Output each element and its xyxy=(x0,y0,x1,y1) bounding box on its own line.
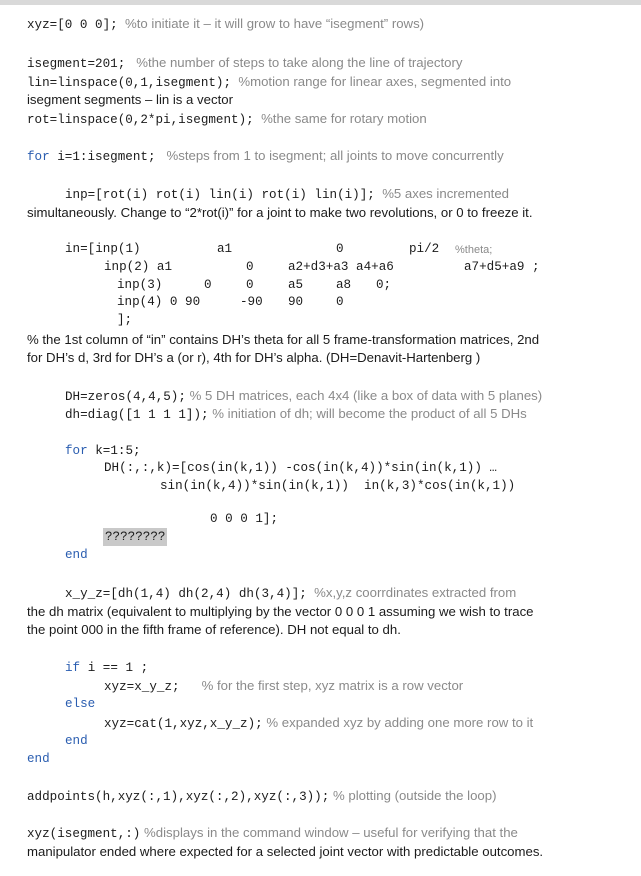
matrix-cell: pi/2 xyxy=(409,242,440,256)
code: lin=linspace(0,1,isegment); xyxy=(27,76,232,90)
matrix-row2-start: inp(2) a1 xyxy=(104,260,173,274)
comment: %steps from 1 to isegment; all joints to move concurrently xyxy=(166,148,504,163)
keyword-end: end xyxy=(65,548,88,562)
code-line-xyz-display xyxy=(27,824,518,843)
comment: %to initiate it – it will grow to have “isegment” rows) xyxy=(125,16,425,31)
comment: %x,y,z coorrdinates extracted from xyxy=(314,585,517,600)
text-line: the dh matrix (equivalent to multiplying by the vector 0 0 0 1 assuming we wish to trace xyxy=(27,604,534,619)
keyword-end: end xyxy=(65,734,88,748)
code-line-addpoints xyxy=(27,787,496,806)
text-line: simultaneously. Change to “2*rot(i)” for a joint to make two revolutions, or 0 to freeze it. xyxy=(27,205,533,220)
matrix-comment: %theta; xyxy=(455,244,493,256)
matrix-row4-start: inp(4) 0 90 xyxy=(117,295,201,309)
code-line-xyz-cat xyxy=(104,714,533,733)
matrix-end: ]; xyxy=(117,313,133,327)
text-line: for DH’s d, 3rd for DH’s a (or r), 4th for DH’s alpha. (DH=Denavit-Hartenberg ) xyxy=(27,350,481,365)
matrix-cell: 0 xyxy=(336,242,344,256)
matrix-cell: a1 xyxy=(217,242,233,256)
matrix-cell: a2+d3+a3 a4+a6 xyxy=(288,260,394,274)
code: i == 1 ; xyxy=(87,661,149,675)
text-line: manipulator ended where expected for a selected joint vector with predictable outcomes. xyxy=(27,844,544,859)
matrix-row3-start: inp(3) xyxy=(117,278,163,292)
code-line-xyz-init xyxy=(27,15,424,34)
code-line-xyz-extract xyxy=(65,584,516,603)
code-line-isegment xyxy=(27,54,462,73)
code: DH=zeros(4,4,5); xyxy=(65,390,186,404)
code-line-rot xyxy=(27,110,427,129)
code: isegment=201; xyxy=(27,57,126,71)
comment: %displays in the command window – useful for verifying that the xyxy=(144,825,518,840)
keyword: for xyxy=(65,444,88,458)
code: rot=linspace(0,2*pi,isegment); xyxy=(27,113,254,127)
code-line-lin xyxy=(27,73,511,92)
code: x_y_z=[dh(1,4) dh(2,4) dh(3,4)]; xyxy=(65,587,307,601)
matrix-cell: a8 xyxy=(336,278,352,292)
code-line-for-k xyxy=(65,441,141,460)
code-line-if xyxy=(65,658,148,677)
code-line-dh-diag xyxy=(65,405,527,424)
code: xyz=x_y_z; xyxy=(104,680,180,694)
text-line: the point 000 in the fifth frame of reference). DH not equal to dh. xyxy=(27,622,401,637)
top-border xyxy=(0,0,641,5)
comment: % for the first step, xyz matrix is a row vector xyxy=(201,678,464,693)
keyword-else: else xyxy=(65,697,96,711)
code-line-inp xyxy=(65,185,509,204)
matrix-cell: 0 xyxy=(246,278,254,292)
matrix-cell: a5 xyxy=(288,278,304,292)
code: k=1:5; xyxy=(95,444,141,458)
text-line: isegment segments – lin is a vector xyxy=(27,92,233,107)
matrix-cell: 0 xyxy=(246,260,254,274)
comment: %the number of steps to take along the line of trajectory xyxy=(136,55,463,70)
code-line-DH-cont: sin(in(k,4))*sin(in(k,1)) in(k,3)*cos(in(k,1)) xyxy=(160,479,516,493)
matrix-cell: 0 xyxy=(336,295,344,309)
placeholder-highlight: ???????? xyxy=(105,530,166,544)
matrix-cell: -90 xyxy=(240,295,263,309)
code: xyz=[0 0 0]; xyxy=(27,18,118,32)
keyword: if xyxy=(65,661,81,675)
code-line-for-i xyxy=(27,147,504,166)
code-line-xyz-first xyxy=(104,677,463,696)
keyword-end: end xyxy=(27,752,50,766)
matrix-cell: 90 xyxy=(288,295,304,309)
text-line: % the 1st column of “in” contains DH’s theta for all 5 frame-transformation matrices, 2nd xyxy=(27,332,540,347)
code: i=1:isegment; xyxy=(57,150,156,164)
code: xyz(isegment,:) xyxy=(27,827,141,841)
code-line-DH-last: 0 0 0 1]; xyxy=(210,512,279,526)
keyword: for xyxy=(27,150,50,164)
code: inp=[rot(i) rot(i) lin(i) rot(i) lin(i)]; xyxy=(65,188,375,202)
matrix-row1-start: in=[inp(1) xyxy=(65,242,141,256)
comment: % 5 DH matrices, each 4x4 (like a box of data with 5 planes) xyxy=(189,388,543,403)
comment: % expanded xyz by adding one more row to it xyxy=(266,715,534,730)
code-line-DH-zeros xyxy=(65,387,542,406)
comment: %5 axes incremented xyxy=(382,186,510,201)
comment: % initiation of dh; will become the product of all 5 DHs xyxy=(212,406,527,421)
matrix-cell: 0; xyxy=(376,278,392,292)
code: addpoints(h,xyz(:,1),xyz(:,2),xyz(:,3)); xyxy=(27,790,330,804)
code: dh=diag([1 1 1 1]); xyxy=(65,408,209,422)
comment: %motion range for linear axes, segmented into xyxy=(238,74,512,89)
matrix-cell: 0 xyxy=(204,278,212,292)
comment: %the same for rotary motion xyxy=(261,111,427,126)
comment: % plotting (outside the loop) xyxy=(332,788,497,803)
matrix-cell: a7+d5+a9 ; xyxy=(464,260,540,274)
code: xyz=cat(1,xyz,x_y_z); xyxy=(104,717,263,731)
code-line-DH-assign: DH(:,:,k)=[cos(in(k,1)) -cos(in(k,4))*sin(in(k,1)) … xyxy=(104,461,497,475)
